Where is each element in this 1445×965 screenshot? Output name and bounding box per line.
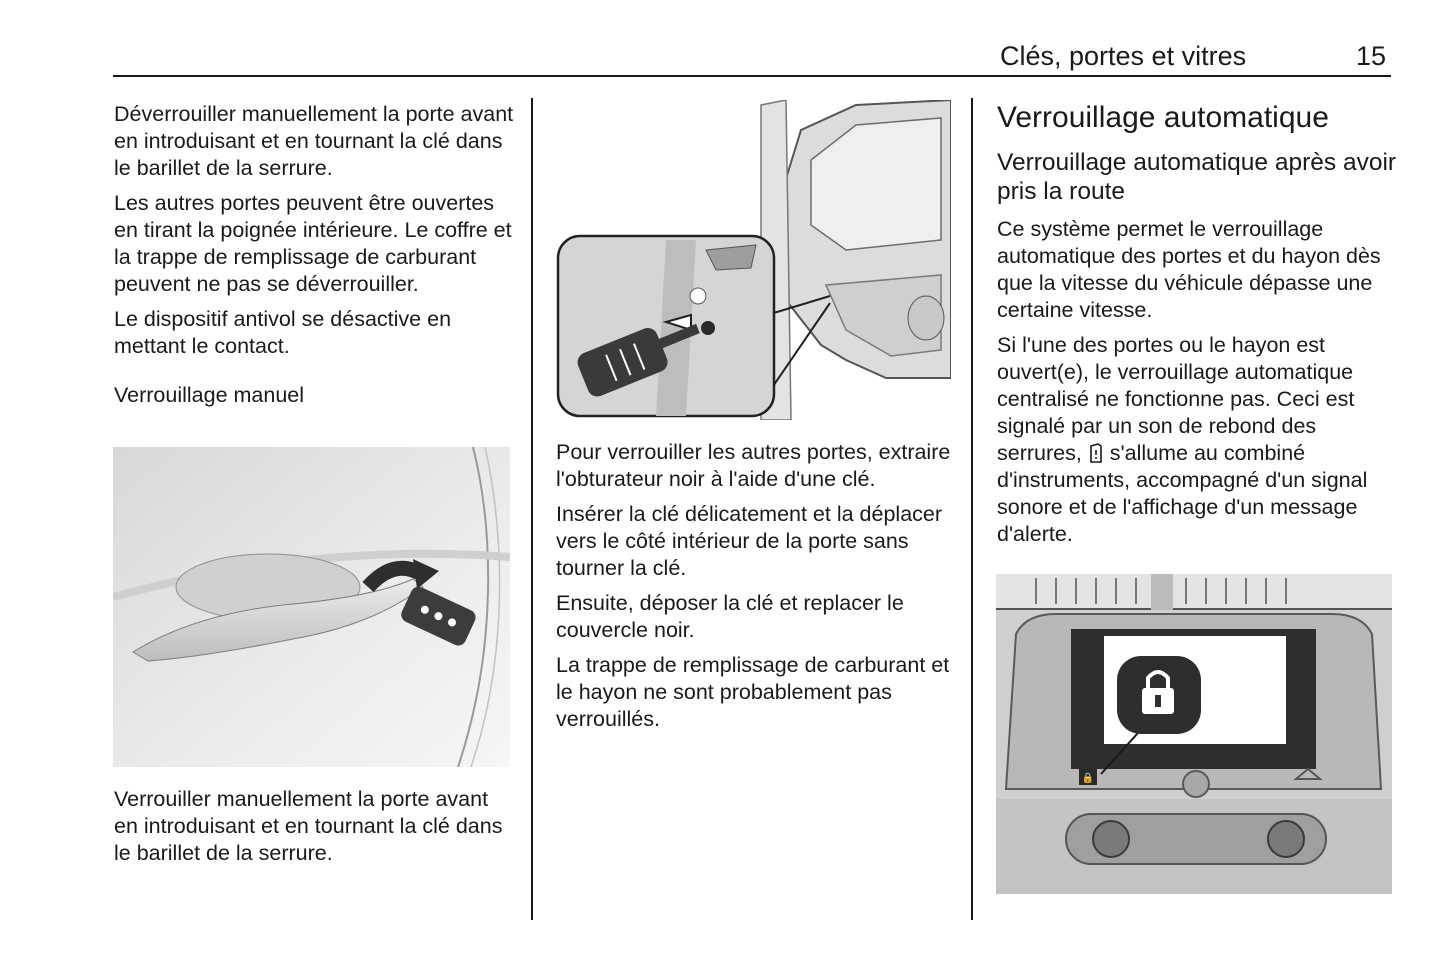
section-heading-manual-lock: Verrouillage manuel <box>114 383 305 407</box>
rear-door-lock-illustration <box>556 100 951 420</box>
door-handle-key-illustration <box>113 447 510 767</box>
column-1 <box>114 101 514 409</box>
paragraph-with-icon <box>997 332 1397 548</box>
paragraph: Ce système permet le verrouillage automatique des portes et du hayon dès que la vitesse du véhicule dépasse une certaine vitesse. <box>997 217 1381 322</box>
column-divider-1 <box>531 98 533 920</box>
paragraph: Le dispositif antivol se désactive en mettant le contact. <box>114 307 452 358</box>
paragraph: Insérer la clé délicatement et la déplacer vers le côté intérieur de la porte sans tourner la clé. <box>556 502 943 580</box>
paragraph: Les autres portes peuvent être ouvertes en tirant la poignée intérieure. Le coffre et la trappe de remplissage de carburant peuvent ne pas se déverrouiller. <box>114 191 512 296</box>
column-1-bottom <box>114 786 514 875</box>
header-rule <box>113 75 1391 77</box>
paragraph: Déverrouiller manuellement la porte avant en introduisant et en tournant la clé dans le barillet de la serrure. <box>114 102 514 180</box>
subsection-title: Verrouillage automatique après avoir pris la route <box>997 149 1397 205</box>
section-title-auto-lock: Verrouillage automatique <box>997 101 1329 134</box>
running-header-title: Clés, portes et vitres <box>1000 41 1247 71</box>
paragraph: Ensuite, déposer la clé et replacer le couvercle noir. <box>556 591 904 642</box>
column-divider-2 <box>971 98 973 920</box>
column-3 <box>997 100 1397 556</box>
dashboard-lock-display-illustration <box>996 574 1392 894</box>
door-open-warning-icon <box>1088 442 1104 464</box>
paragraph-text-after: s'allume au combiné d'instruments, accompagné d'un signal sonore et de l'affichage d'un message d'alerte. <box>997 441 1368 546</box>
svg-text:🔒: 🔒 <box>1081 773 1095 784</box>
page-number: 15 <box>1356 41 1387 71</box>
paragraph: La trappe de remplissage de carburant et le hayon ne sont probablement pas verrouillés. <box>556 653 950 731</box>
column-2 <box>556 439 956 741</box>
paragraph: Verrouiller manuellement la porte avant en introduisant et en tournant la clé dans le barillet de la serrure. <box>114 787 503 865</box>
paragraph-text-before: Si l'une des portes ou le hayon est ouvert(e), le verrouillage automatique centralisé ne fonctionne pas. Ceci est signalé par un son de rebond des serrures, <box>997 333 1355 465</box>
paragraph: Pour verrouiller les autres portes, extraire l'obturateur noir à l'aide d'une clé. <box>556 440 951 491</box>
